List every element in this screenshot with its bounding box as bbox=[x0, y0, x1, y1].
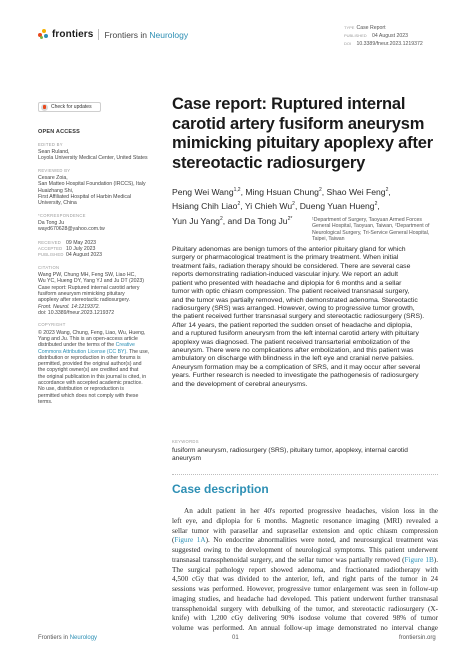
abstract-line: treatment fails, radiation therapy should be considered. There are several case bbox=[172, 262, 411, 270]
abstract-line: Pituitary adenomas are benign tumors of the anterior pituitary gland for which bbox=[172, 246, 406, 253]
frontiers-logo-icon bbox=[38, 29, 49, 40]
author-name[interactable]: Ming Hsuan Chung bbox=[245, 186, 319, 197]
footer-journal: Frontiers in Neurology bbox=[38, 635, 98, 641]
edited-by-label: EDITED BY bbox=[38, 141, 63, 147]
abstract-line: and the tumor was partially removed, which demonstrated adenoma. Stereotactic bbox=[172, 296, 418, 304]
edited-by: Sean Ruland, Loyola University Medical Center, United States bbox=[38, 149, 148, 162]
brand bbox=[38, 29, 188, 40]
abstract-line: After 14 years, the patient reported the sudden onset of headache and diplopia, bbox=[172, 321, 413, 329]
sidebar bbox=[38, 102, 153, 405]
article-type: Case Report bbox=[356, 25, 386, 31]
abstract-line: Aneurysm formation may be a complication of SRS, and it may occur after several bbox=[172, 363, 421, 371]
body-line: sellar tumor with parasellar and suprasellar extension and optic chiasm compression bbox=[172, 526, 438, 535]
author-affiliation-marker: 2 bbox=[292, 201, 295, 208]
body-line: An adult patient in her 40's reported progressive headaches, vision loss in the bbox=[184, 507, 438, 515]
body-line: suggested owing to the development of neurological symptoms. This patient underwent bbox=[172, 546, 438, 554]
abstract-line: years. Further research is needed to investigate the pathogenesis of radiosurgery bbox=[172, 372, 419, 380]
reviewed-by: Cesare Zoia, San Matteo Hospital Foundation (IRCCS), Italy Huaizhang Shi, First Affiliated Hospital of Harbin Medical University, China bbox=[38, 175, 146, 207]
copyright-label: COPYRIGHT bbox=[38, 322, 66, 328]
abstract-line: the patient received further transnasal surgery and stereotactic radiosurgery (SRS). bbox=[172, 313, 425, 321]
abstract-line: reports demonstrating radiation-induced vascular injury. We report an adult bbox=[172, 271, 399, 279]
figure-link[interactable]: Figure 1A bbox=[174, 536, 206, 545]
journal-name[interactable]: Frontiers in Neurology bbox=[104, 29, 189, 40]
figure-link[interactable]: Figure 1B bbox=[404, 555, 434, 564]
body-line: sessions was performed. However, progressive tumor enlargement was seen in follow-up bbox=[172, 585, 438, 593]
page-number: 01 bbox=[232, 635, 239, 641]
abstract bbox=[172, 246, 438, 389]
license-link-cont[interactable]: Commons Attribution License (CC BY). bbox=[38, 348, 128, 355]
keywords-label: KEYWORDS bbox=[172, 439, 199, 444]
author-affiliation-marker: 2 bbox=[385, 187, 389, 193]
article-meta: TYPE Case Report PUBLISHED 04 August 2023 DOI 10.3389/fneur.2023.1219372 bbox=[344, 25, 423, 48]
citation: Wang PW, Chung MH, Feng SW, Liao HC, Wu YC, Hueng DY, Yang YJ and Ju DT (2023) Case report: Ruptured internal carotid artery fusiform aneurysm mimicking pituitary apoplexy after stereotactic radiosurgery. Front. Neurol. 14:1219372. doi: 10.3389/fneur.2023.1219372 bbox=[38, 272, 145, 316]
logo-text: frontiers bbox=[52, 29, 94, 40]
copyright: © 2023 Wang, Chung, Feng, Liao, Wu, Hueng, Yang and Ju. This is an open-access article distributed under the terms of the Creative Commons Attribution License (CC BY). The use, distribution or reproduction in other forums is permitted, provided the original author(s) and the copyright owner(s) are credited and that the original publication in this journal is cited, in accordance with accepted academic practice. No use, distribution or reproduction is permitted which does not comply with these terms. bbox=[38, 329, 150, 405]
body-line: The surgical pathology report showed adenoma, and fractionated radiotherapy with bbox=[172, 565, 438, 574]
author-name[interactable]: Yi Chieh Wu bbox=[244, 201, 293, 212]
body-line: transnasal transsphenoidal surgery, and the sellar tumor was partially removed (Figure 1B). bbox=[172, 555, 438, 564]
body-line: left eye, and diplopia for 6 months. Magnetic resonance imaging (MRI) revealed a bbox=[172, 516, 438, 525]
section-divider bbox=[172, 474, 438, 475]
author-affiliation-marker: 1,2 bbox=[233, 187, 241, 193]
accepted-date: 10 July 2023 bbox=[66, 245, 96, 252]
author-affiliation-marker: 2 bbox=[237, 201, 241, 208]
body-line: knife) with 1,200 cGy delivering 90% isodose volume that covered 98% of tumor bbox=[172, 614, 438, 623]
footer-site-link[interactable]: frontiersin.org bbox=[399, 635, 436, 641]
abstract-line: radiosurgery (SRS) was arranged. However, owing to progressive tumor growth, bbox=[172, 304, 415, 312]
received-date: 09 May 2023 bbox=[66, 239, 96, 246]
abstract-line: patient who presented with headache and diplopia for 6 months and a sellar bbox=[172, 279, 402, 287]
abstract-line: and a ruptured fusiform aneurysm from the left internal carotid artery with pituitary bbox=[172, 330, 419, 338]
case-description-body bbox=[172, 507, 438, 634]
author-affiliation-marker: 2 bbox=[219, 215, 223, 222]
correspondence-email[interactable]: wayd670628@yahoo.com.tw bbox=[38, 226, 105, 233]
body-line: (Figure 1A). No endocrine abnormalities were noted, and neurosurgical treatment was bbox=[172, 536, 438, 545]
open-access-label: OPEN ACCESS bbox=[38, 129, 81, 135]
abstract-line: surgery or pharmacological treatment is the primary treatment. When initial bbox=[172, 254, 399, 262]
check-updates-icon bbox=[41, 104, 48, 111]
abstract-line: and the development of cerebral aneurysms. bbox=[172, 380, 308, 388]
page-header bbox=[38, 24, 438, 54]
author-name[interactable]: Peng Wei Wang bbox=[172, 186, 234, 197]
keywords: fusiform aneurysm, radiosurgery (SRS), pituitary tumor, apoplexy, internal carotid aneurysm bbox=[172, 447, 408, 463]
author-line: Peng Wei Wang$^{1,2}$, Ming Hsuan Chung$^2$, Shao Wei Feng$^2$, bbox=[172, 186, 391, 197]
abstract-line: aneurysm. There were no complications after embolization, and this patient was bbox=[172, 347, 414, 355]
sidebar-published-date: 04 August 2023 bbox=[66, 252, 103, 259]
author-line: Yun Ju Yang$^2$, and Da Tong $Ju^{2*}$ bbox=[172, 215, 293, 226]
citation-label: CITATION bbox=[38, 264, 60, 270]
author-affiliation-marker: 2 bbox=[374, 201, 378, 208]
author-name[interactable]: Hsiang Chih Liao bbox=[172, 201, 238, 212]
article-title: Case report: Ruptured internal carotid artery fusiform aneurysm mimicking pituitary apoplexy after stereotactic radiosurgery bbox=[172, 95, 433, 172]
body-line: transsphenoidal surgery with debulking of the tumor, and stereotactic radiosurgery (X- bbox=[172, 604, 438, 613]
abstract-line: tumor with optic chiasm compression. The patient received transnasal surgery, bbox=[172, 288, 410, 296]
correspondence: Da Tong Ju wayd670628@yahoo.com.tw bbox=[38, 220, 153, 233]
body-line: imaging studies, and headache had developed. This patient underwent further transnasal bbox=[172, 594, 438, 603]
author-line: Hsiang Chih Liao$^2$, Yi Chieh Wu$^2$, Dueng Yuan Hueng$^2$, bbox=[172, 201, 380, 212]
author-name[interactable]: Yun Ju Yang bbox=[172, 215, 220, 226]
affiliations: ¹Department of Surgery, Taoyuan Armed Forces General Hospital, Taoyuan, Taiwan, ²Department of Neurological Surgery, Tri-Service General Hospital, Taipei, Taiwan bbox=[312, 217, 430, 243]
author-name[interactable]: and Da Tong Ju bbox=[227, 215, 288, 226]
author-affiliation-marker: 2* bbox=[287, 215, 293, 222]
section-heading: Case description bbox=[172, 482, 269, 496]
body-line: volume was performed. An annual follow-up image demonstrated no interval change bbox=[172, 624, 438, 632]
brand-divider bbox=[98, 29, 99, 40]
license-link[interactable]: Creative bbox=[115, 342, 135, 349]
author-name[interactable]: Shao Wei Feng bbox=[326, 186, 386, 197]
doi[interactable]: 10.3389/fneur.2023.1219372 bbox=[356, 41, 423, 48]
abstract-line: apoplexy was diagnosed. The patient received transarterial embolization of the bbox=[172, 338, 411, 346]
check-for-updates-button[interactable]: Check for updates bbox=[38, 102, 101, 112]
reviewed-by-label: REVIEWED BY bbox=[38, 167, 71, 173]
author-affiliation-marker: 2 bbox=[318, 187, 322, 193]
dates: RECEIVED 09 May 2023 ACCEPTED 10 July 2023 PUBLISHED 04 August 2023 bbox=[38, 239, 103, 259]
author-name[interactable]: Dueng Yuan Hueng bbox=[299, 201, 375, 212]
body-line: 4,500 cGy that was divided to the anterior, left, and right parts of the tumor in 24 bbox=[172, 575, 438, 584]
abstract-line: ambulatory on discharge with blindness in the left eye and cranial nerve palsies. bbox=[172, 355, 414, 363]
correspondence-label: *CORRESPONDENCE bbox=[38, 212, 86, 218]
published-date: 04 August 2023 bbox=[372, 33, 409, 40]
